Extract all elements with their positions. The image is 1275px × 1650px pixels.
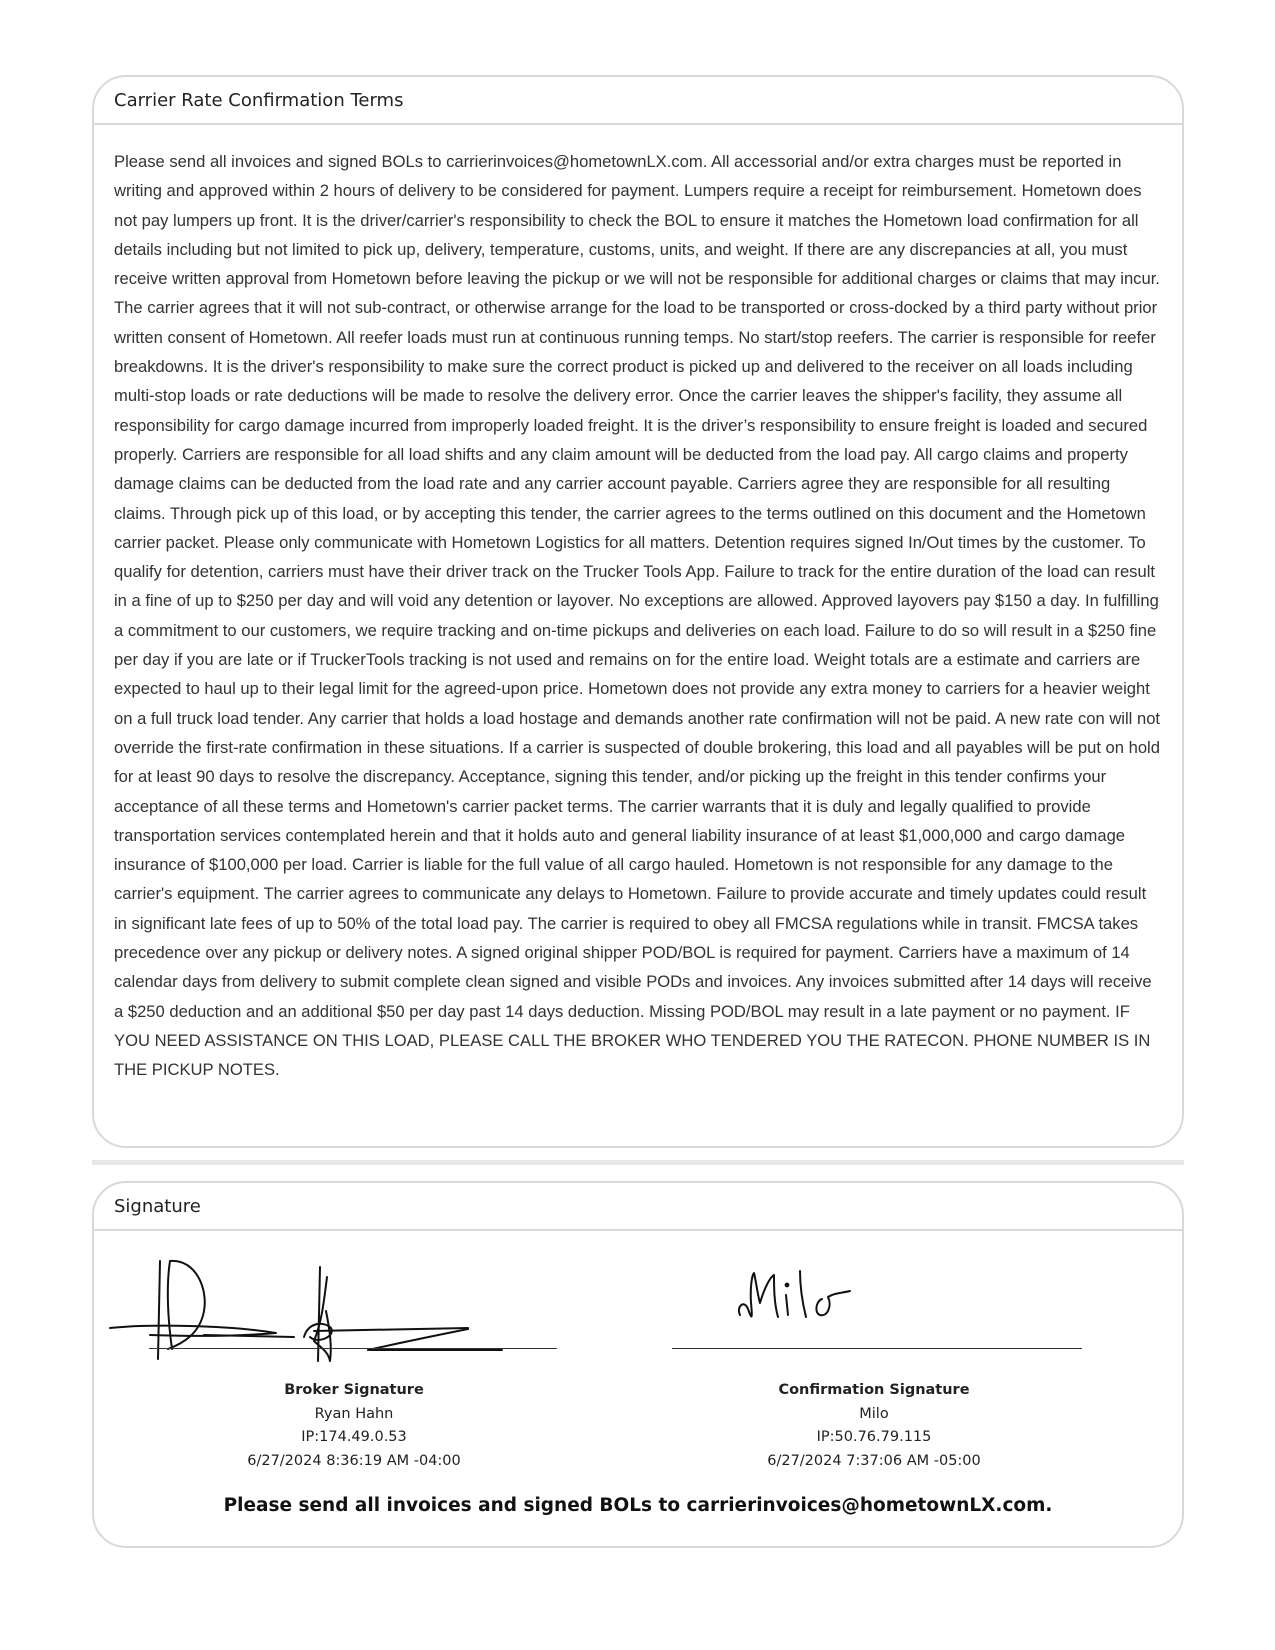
broker-name: Ryan Hahn (314, 1405, 394, 1422)
confirmation-timestamp: 6/27/2024 7:37:06 AM -05:00 (767, 1452, 981, 1469)
signature-title: Signature (94, 1183, 1182, 1231)
confirmation-name: Milo (859, 1405, 889, 1422)
signature-card (92, 1181, 1184, 1548)
broker-signature-label: Broker Signature (284, 1382, 424, 1398)
confirmation-ip: IP:50.76.79.115 (816, 1429, 932, 1445)
broker-signature-block (144, 1379, 564, 1473)
section-divider (92, 1160, 1184, 1165)
broker-ip: IP:174.49.0.53 (301, 1429, 407, 1445)
confirmation-signature-line (672, 1348, 1082, 1349)
terms-card (92, 75, 1184, 1148)
broker-timestamp: 6/27/2024 8:36:19 AM -04:00 (247, 1452, 461, 1469)
terms-body: Please send all invoices and signed BOLs to carrierinvoices@hometownLX.com. All accessorial and/or extra charges must be reported in writing and approved within 2 hours of delivery to be considered for payment. Lumpers require a receipt for reimbursement. Hometown does not pay lumpers up front. It is the driver/carrier's responsibility to check the BOL to ensure it matches the Hometown load confirmation for all details including but not limited to pick up, delivery, temperature, customs, units, and weight. If there are any discrepancies at all, you must receive written approval from Hometown before leaving the pickup or we will not be responsible for additional charges or claims that may incur. The carrier agrees that it will not sub-contract, or otherwise arrange for the load to be transported or cross-docked by a third party without prior written consent of Hometown. All reefer loads must run at continuous running temps. No start/stop reefers. The carrier is responsible for reefer breakdowns. It is the driver's responsibility to make sure the correct product is picked up and delivered to the receiver on all loads including multi-stop loads or rate deductions will be made to resolve the delivery error. Once the carrier leaves the shipper's facility, they assume all responsibility for cargo damage incurred from improperly loaded freight. It is the driver’s responsibility to ensure freight is loaded and secured properly. Carriers are responsible for all load shifts and any claim amount will be deducted from the load pay. All cargo claims and property damage claims can be deducted from the load rate and any carrier account payable. Carriers agree they are responsible for all resulting claims. Through pick up of this load, or by accepting this tender, the carrier agrees to the terms outlined on this document and the Hometown carrier packet. Please only communicate with Hometown Logistics for all matters. Detention requires signed In/Out times by the customer. To qualify for detention, carriers must have their driver track on the Trucker Tools App. Failure to track for the entire duration of the load can result in a fine of up to $250 per day and will void any detention or layover. No exceptions are allowed. Approved layovers pay $150 a day. In fulfilling a commitment to our customers, we require tracking and on-time pickups and deliveries on each load. Failure to do so will result in a $250 fine per day if you are late or if TruckerTools tracking is not used and remains on for the entire load. Weight totals are a estimate and carriers are expected to haul up to their legal limit for the agreed-upon price. Hometown does not provide any extra money to carriers for a heavier weight on a full truck load tender. Any carrier that holds a load hostage and demands another rate confirmation will not be paid. A new rate con will not override the first-rate confirmation in these situations. If a carrier is suspected of double brokering, this load and all payables will be put on hold for at least 90 days to resolve the discrepancy. Acceptance, signing this tender, and/or picking up the freight in this tender confirms your acceptance of all these terms and Hometown's carrier packet terms. The carrier warrants that it is duly and legally qualified to provide transportation services contemplated herein and that it holds auto and general liability insurance of at least $1,000,000 and cargo damage insurance of $100,000 per load. Carrier is liable for the full value of all cargo hauled. Hometown is not responsible for any damage to the carrier's equipment. The carrier agrees to communicate any delays to Hometown. Failure to provide accurate and timely updates could result in significant late fees of up to 50% of the total load pay. The carrier is required to obey all FMCSA regulations while in transit. FMCSA takes precedence over any pickup or delivery notes. A signed original shipper POD/BOL is required for payment. Carriers have a maximum of 14 calendar days from delivery to submit complete clean signed and visible PODs and invoices. Any invoices submitted after 14 days will receive a $250 deduction and an additional $50 per day past 14 days deduction. Missing POD/BOL may result in a late payment or no payment. IF YOU NEED ASSISTANCE ON THIS LOAD, PLEASE CALL THE BROKER WHO TENDERED YOU THE RATECON. PHONE NUMBER IS IN THE PICKUP NOTES. (114, 152, 1161, 1080)
terms-title: Carrier Rate Confirmation Terms (94, 77, 1182, 125)
confirmation-signature-label: Confirmation Signature (778, 1382, 970, 1398)
confirmation-signature-block (664, 1379, 1084, 1473)
invoice-instructions: Please send all invoices and signed BOLs to carrierinvoices@hometownLX.com. (223, 1495, 1053, 1516)
confirmation-signature-image (734, 1263, 884, 1338)
broker-signature-line (149, 1348, 557, 1349)
